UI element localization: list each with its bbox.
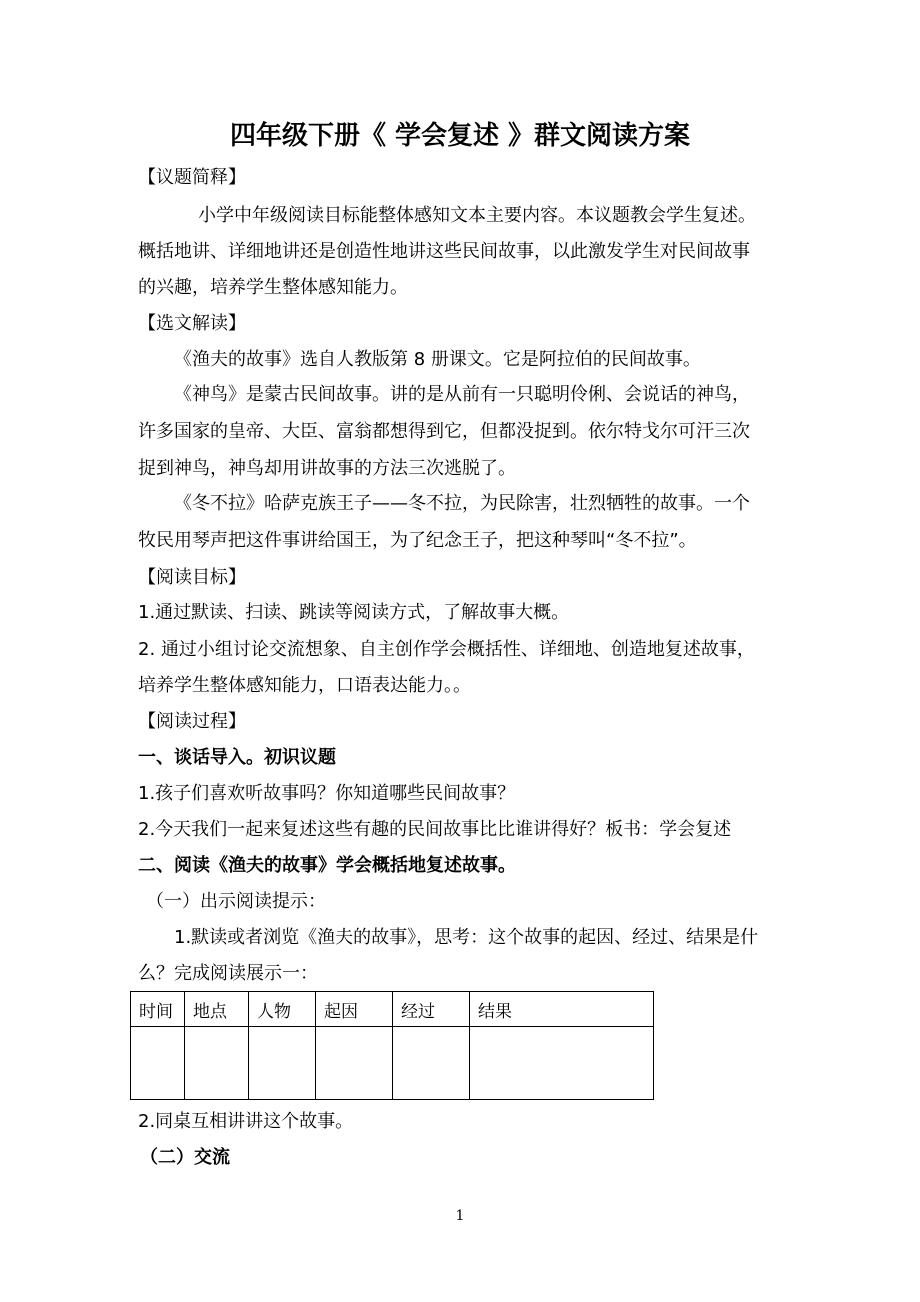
table-header-cell: 结果 — [470, 992, 654, 1027]
paragraph-line: 《渔夫的故事》选自人教版第 8 册课文。它是阿拉伯的民间故事。 — [174, 349, 701, 370]
table-cell — [393, 1027, 470, 1100]
goal-item-continued: 培养学生整体感知能力，口语表达能力。。 — [138, 675, 471, 696]
table-header-cell: 地点 — [185, 992, 249, 1027]
table-cell — [470, 1027, 654, 1100]
heading-guocheng: 【阅读过程】 — [138, 711, 246, 732]
list-item: 2.同桌互相讲讲这个故事。 — [138, 1111, 354, 1132]
paragraph-line: 的兴趣，培养学生整体感知能力。 — [138, 277, 408, 298]
paragraph-line: 捉到神鸟，神鸟却用讲故事的方法三次逃脱了。 — [138, 458, 516, 479]
heading-mubiao: 【阅读目标】 — [138, 567, 246, 588]
table-cell — [131, 1027, 185, 1100]
subsection-title: （二）交流 — [140, 1147, 230, 1168]
table-header-cell: 经过 — [393, 992, 470, 1027]
goal-item: 1.通过默读、扫读、跳读等阅读方式，了解故事大概。 — [138, 602, 570, 623]
table-header-cell: 人物 — [249, 992, 316, 1027]
table-header-cell: 起因 — [316, 992, 393, 1027]
part-one-title: 一、谈话导入。初识议题 — [138, 747, 336, 768]
table-cell — [185, 1027, 249, 1100]
heading-yiti: 【议题简释】 — [138, 167, 246, 188]
paragraph-line: 概括地讲、详细地讲还是创造性地讲这些民间故事，以此激发学生对民间故事 — [138, 241, 750, 262]
table-header-cell: 时间 — [131, 992, 185, 1027]
heading-xuanwen: 【选文解读】 — [138, 313, 246, 334]
paragraph-line: 《神鸟》是蒙古民间故事。讲的是从前有一只聪明伶俐、会说话的神鸟， — [174, 384, 750, 405]
page-number: 1 — [455, 1208, 465, 1224]
subsection-title: （一）出示阅读提示： — [146, 891, 326, 912]
table-cell — [249, 1027, 316, 1100]
part-two-title: 二、阅读《渔夫的故事》学会概括地复述故事。 — [138, 855, 516, 876]
reading-prompt-continued: 么？完成阅读展示一： — [138, 963, 318, 984]
paragraph-line: 小学中年级阅读目标能整体感知文本主要内容。本议题教会学生复述。 — [198, 205, 756, 226]
table-row — [131, 1027, 654, 1100]
reading-prompt: 1.默读或者浏览《渔夫的故事》，思考：这个故事的起因、经过、结果是什 — [174, 927, 759, 948]
list-item: 1.孩子们喜欢听故事吗？你知道哪些民间故事？ — [138, 783, 516, 804]
paragraph-line: 《冬不拉》哈萨克族王子——冬不拉，为民除害，壮烈牺牲的故事。一个 — [174, 493, 750, 514]
paragraph-line: 牧民用琴声把这件事讲给国王，为了纪念王子，把这种琴叫“冬不拉”。 — [138, 530, 697, 551]
list-item: 2.今天我们一起来复述这些有趣的民间故事比比谁讲得好？板书：学会复述 — [138, 819, 732, 840]
goal-item: 2. 通过小组讨论交流想象、自主创作学会概括性、详细地、创造地复述故事， — [138, 639, 755, 660]
table-cell — [316, 1027, 393, 1100]
reading-display-table — [130, 991, 654, 1100]
table-header-row — [131, 992, 654, 1027]
paragraph-line: 许多国家的皇帝、大臣、富翁都想得到它，但都没捉到。依尔特戈尔可汗三次 — [138, 421, 750, 442]
page-title: 四年级下册《 学会复述 》群文阅读方案 — [229, 121, 691, 151]
